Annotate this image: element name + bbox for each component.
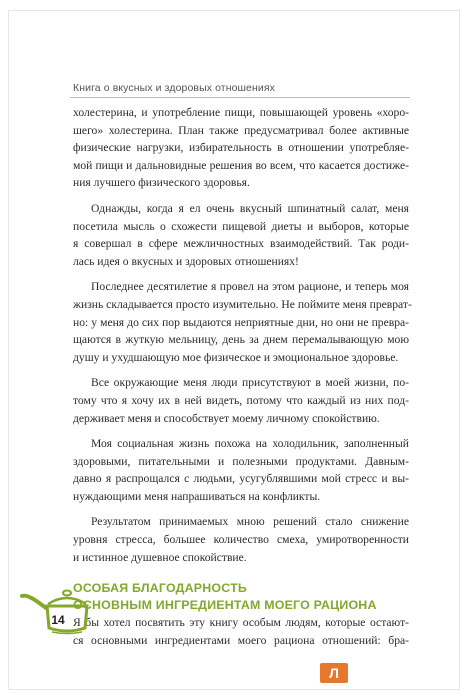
section-heading-line-1: ОСОБАЯ БЛАГОДАРНОСТЬ xyxy=(73,581,247,596)
saucepan-icon xyxy=(20,588,90,636)
text-line: Все окружающие меня люди присутствуют в моей жизни, по- xyxy=(91,376,409,390)
header-rule xyxy=(70,97,410,98)
text-line: но: у меня до сих пор выдаются неприятные дни, но они не превра- xyxy=(73,315,409,329)
text-line: душу и ухудшающую мое физическое и эмоциональное здоровье. xyxy=(73,350,399,364)
text-line: щаются в жуткую мельницу, день за днем перемалывающую мою xyxy=(73,333,409,347)
section-heading-line-2: ОСНОВНЫМ ИНГРЕДИЕНТАМ МОЕГО РАЦИОНА xyxy=(73,598,377,613)
text-line: нуждающими меня напрашиваться на конфликты. xyxy=(73,489,321,503)
text-line: я совершал в сфере межличностных взаимодействий. Так роди- xyxy=(73,237,409,251)
text-line: холестерина, и употребление пищи, повышающей уровень «хоро- xyxy=(73,106,409,119)
running-head: Книга о вкусных и здоровых отношениях xyxy=(73,82,275,94)
text-line: Моя социальная жизнь похожа на холодильник, заполненный xyxy=(91,437,409,451)
publisher-logo-letter: Л xyxy=(329,665,339,681)
text-line: ния лучшего физического здоровья. xyxy=(73,176,250,190)
text-line: Я бы хотел посвятить эту книгу особым людям, которые остают- xyxy=(73,616,409,630)
text-line: шего» холестерина. План также предусматривал более активные xyxy=(73,123,409,137)
text-line: уровня стресса, большее количество смеха, умиротворенности xyxy=(73,533,409,547)
text-line: Результатом принимаемых мною решений стало снижение xyxy=(91,515,409,529)
text-line: здоровыми, питательными и полезными продуктами. Давным- xyxy=(73,454,409,468)
text-line: и истинное душевное спокойствие. xyxy=(73,550,247,564)
publisher-logo xyxy=(320,663,348,683)
text-line: Однажды, когда я ел очень вкусный шпинатный салат, меня xyxy=(91,201,409,215)
text-line: тому что я хочу их в ней видеть, потому что каждый из них под- xyxy=(73,393,409,407)
page-number: 14 xyxy=(51,613,65,627)
text-line: Последнее десятилетие я провел на этом рационе, и теперь моя xyxy=(91,280,409,294)
text-line: жизнь складывается просто изумительно. Не поймите меня преврат- xyxy=(73,297,412,311)
body-text xyxy=(73,104,412,649)
text-line: держивает меня и способствует моему личному спокойствию. xyxy=(73,411,380,425)
text-line: физические нагрузки, избирательность в отношении употребляе- xyxy=(73,141,409,155)
text-line: ся основными ингредиентами моего рациона отношений: бра- xyxy=(73,633,409,647)
text-line: давно я распрощался с людьми, усугублявшими мой стресс и вы- xyxy=(73,472,409,486)
text-line: мой пищи и дальновидные решения во всем, что касается достиже- xyxy=(73,158,409,172)
text-line: посетила мысль о схожести пищевой диеты и выборов, которые xyxy=(73,219,409,233)
text-line: лась идея о вкусных и здоровых отношениях! xyxy=(73,254,299,268)
